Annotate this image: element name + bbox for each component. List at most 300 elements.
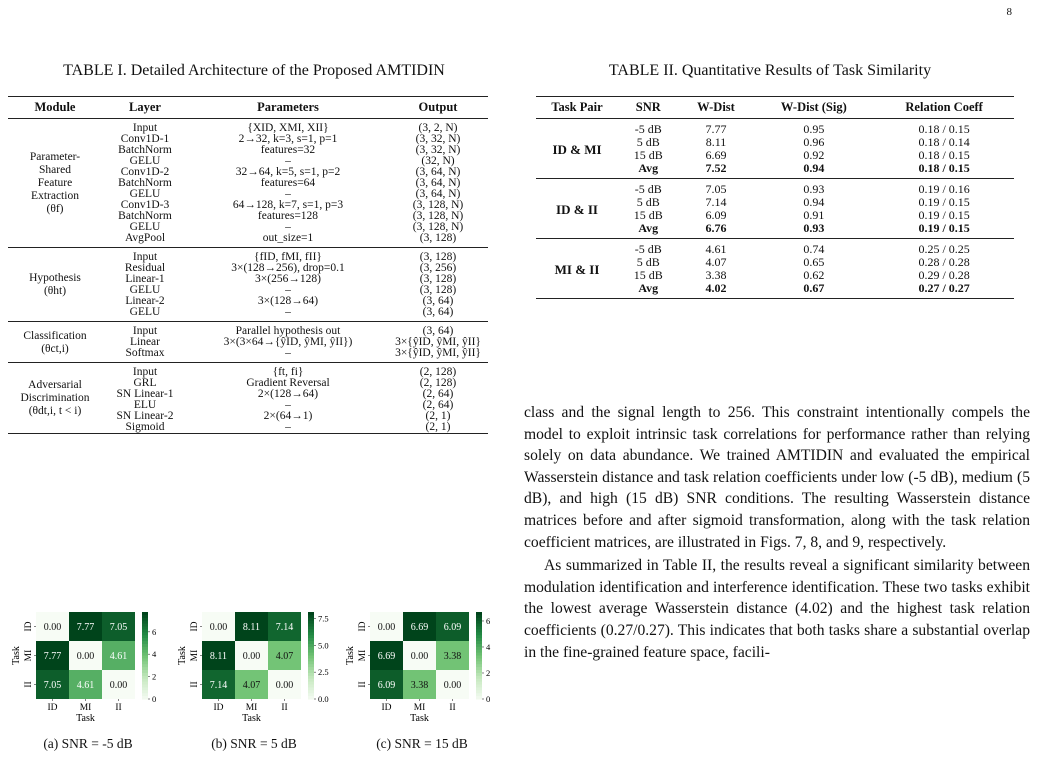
table1-output-cell: (3, 64, N) [415,188,461,200]
table1-parameters-cell: – [188,307,388,322]
body-paragraph-1: class and the signal length to 256. This constraint intentionally compels the model to exploit intrinsic task correlations for performance rather than relying solely on data abundance. We trained AMTIDIN and evaluated the empirical Wasserstein distance and task relation coefficients under low (-5 dB), medium (5 dB), and high (15 dB) SNR conditions. The resulting Wasserstein distance matrices before and after sigmoid transformation, along with the task relation coefficient matrices, are illustrated in Figs. 7, 8, and 9, respectively. [524,404,1030,551]
table1-layer-cell: Input [132,251,158,263]
table2-wdist-cell: 7.05 [705,182,727,196]
table1-layer-cell: GELU [129,221,161,233]
colorbar-segment [308,687,314,690]
table2-relation-coeff-cell: 0.19 / 0.15 [874,222,1014,239]
table1-output-cell: (3, 64) [422,325,454,337]
colorbar-segment [142,653,148,656]
colorbar-tick-label: 5.0 [318,640,329,651]
colorbar-segment [142,690,148,693]
table1-parameters-cell: 2×(64→1) [263,410,313,422]
colorbar-segment [142,658,148,661]
table2-wdist-sig-cell: 0.62 [803,268,825,282]
table2-relation-coeff-cell: 0.19 / 0.15 [918,208,970,222]
colorbar-tick-label: 6 [486,615,491,626]
colorbar-segment [476,661,482,664]
table1-layer-cell: GELU [129,284,161,296]
colorbar-segment [308,647,314,650]
table2-relation-coeff-cell: 0.28 / 0.28 [918,255,970,269]
table1-output-cell: (3, 128) [388,233,488,248]
table2-task-pair-cell: ID & II [536,179,618,239]
table1-output-cell: (2, 1) [388,422,488,434]
table1-layer-cell: Conv1D-2 [120,166,170,178]
table2-snr-cell: 15 dB [633,268,663,282]
table1-layer-cell: SN Linear-1 [116,388,174,400]
heatmap-x-tick-label: ID [213,703,224,713]
heatmap-cell-label: 6.09 [443,622,462,633]
table1-parameters-cell: {XID, XMI, XII} [247,122,329,134]
colorbar-segment [308,690,314,693]
table1-parameters-cell: 2×(128→64) [257,388,319,400]
table1-module-line: (θf) [46,203,64,215]
colorbar-segment [476,658,482,661]
table1-layer-cell: Sigmoid [102,422,188,434]
heatmap-x-axis-label: Task [242,713,261,724]
colorbar-segment [142,627,148,630]
table1-layer-cell: Linear-2 [125,295,165,307]
table1-layer-cell: GELU [129,155,161,167]
table2-wdist-sig-cell: 0.65 [803,255,825,269]
table2-caption: TABLE II. Quantitative Results of Task Similarity [608,62,932,79]
table2-wdist-sig-cell: 0.96 [803,135,825,149]
heatmap-svg [340,598,500,728]
heatmap-x-tick-label: ID [47,703,58,713]
table2-header-task-pair: Task Pair [536,97,618,119]
table1-parameters-cell: features=128 [257,210,319,222]
table2-wdist-cell: 8.11 [705,135,727,149]
table1-parameters-cell: – [285,284,291,296]
colorbar-segment [476,641,482,644]
heatmap-x-tick-label: ID [381,703,392,713]
heatmap-y-tick-label: MI [24,649,34,662]
table1-output-cell: (2, 64) [422,388,454,400]
table1-parameters-cell: 3×(128→64) [257,295,319,307]
colorbar-segment [308,615,314,618]
table1-layer-cell: Linear [129,336,160,348]
colorbar-segment [308,627,314,630]
table1-module-cell [8,322,102,363]
table1-output-cell: (3, 64, N) [415,177,461,189]
table2-snr-cell: Avg [618,282,679,299]
colorbar-tick-label: 2.5 [318,667,329,678]
table1-output-cell: (3, 128) [419,251,457,263]
heatmap-x-tick-label: II [449,703,456,713]
table1-row [8,363,488,379]
table1-output-cell: (2, 128) [419,377,457,389]
table1-output-cell: (3, 32, N) [415,144,461,156]
colorbar-segment [142,638,148,641]
heatmap-cell-label: 0.00 [443,680,462,691]
table1-parameters-cell: {ft, fi} [272,366,304,378]
table1-parameters-cell: 3×(3×64→{ŷID, ŷMI, ŷII}) [223,336,353,348]
table1-layer-cell: Input [132,325,158,337]
colorbar-segment [142,618,148,621]
table2-snr-cell: 5 dB [636,255,660,269]
colorbar-segment [476,690,482,693]
table1-layer-cell: AvgPool [102,233,188,248]
table2-wdist-cell: 6.76 [679,222,754,239]
table1-header-output: Output [388,97,488,119]
colorbar-segment [142,641,148,644]
colorbar-segment [476,638,482,641]
table1-grid [8,96,488,434]
heatmap-y-tick-label: MI [190,649,200,662]
colorbar-segment [476,621,482,624]
table1-output-cell: (3, 128) [419,284,457,296]
heatmap-cell-label: 0.00 [43,622,62,633]
table1-output-cell: (2, 1) [425,410,451,422]
colorbar-segment [142,621,148,624]
colorbar-segment [476,667,482,670]
colorbar-tick-label: 7.5 [318,613,329,624]
heatmap-figure-a [6,598,166,758]
colorbar-segment [308,664,314,667]
table2-wdist-sig-cell: 0.91 [803,208,825,222]
table1-parameters-cell: 32→64, k=5, s=1, p=2 [235,166,341,178]
table2-snr-cell: Avg [618,222,679,239]
table1-module-line: Hypothesis [29,272,81,284]
table2-relation-coeff-cell: 0.18 / 0.15 [918,122,970,136]
colorbar-segment [308,682,314,685]
heatmap-cell-label: 7.77 [76,622,95,633]
heatmap-cell-label: 4.07 [275,651,294,662]
colorbar-segment [142,661,148,664]
table1-module-line: Feature [37,177,73,189]
colorbar-segment [142,682,148,685]
table1-header-module: Module [8,97,102,119]
table1-layer-cell: Linear-1 [125,273,165,285]
heatmap-cell-label: 8.11 [242,622,261,633]
colorbar-segment [476,664,482,667]
heatmap-cell-label: 7.05 [109,622,128,633]
colorbar-tick-label: 4 [486,641,491,652]
table2-task-pair-cell: MI & II [536,239,618,299]
heatmap-figure-c [340,598,500,758]
colorbar-segment [142,650,148,653]
table1-parameters-cell: – [285,188,291,200]
heatmap-caption-b: (b) SNR = 5 dB [211,736,297,751]
heatmap-cell-label: 6.69 [377,651,396,662]
table1-output-cell: (32, N) [421,155,455,167]
table2-header-wdist-sig: W-Dist (Sig) [753,97,874,119]
colorbar-segment [476,673,482,676]
table1-module-cell [8,119,102,248]
colorbar-segment [142,629,148,632]
heatmap-cell-label: 3.38 [410,680,429,691]
colorbar-segment [142,687,148,690]
table1-parameters-cell: – [188,422,388,434]
heatmap-y-axis-label: Task [11,646,22,665]
colorbar-segment [142,612,148,615]
table1-layer-cell: Conv1D-3 [120,199,170,211]
table1-module-line: Extraction [31,190,79,202]
heatmap-y-tick-label: II [24,681,34,688]
colorbar-segment [142,679,148,682]
heatmap-y-tick-label: II [358,681,368,688]
table1-output-cell: (3, 64) [422,295,454,307]
table1-layer-cell: Conv1D-1 [120,133,170,145]
colorbar-segment [476,612,482,615]
table1-layer-cell: Input [132,366,158,378]
table2-wdist-sig-cell: 0.94 [803,195,825,209]
table1-output-cell: 3×{ŷID, ŷMI, ŷII} [395,336,481,348]
table1-output-cell: (2, 64) [422,399,454,411]
colorbar-segment [308,696,314,699]
colorbar-segment [476,682,482,685]
table2-wdist-cell: 4.07 [705,255,727,269]
colorbar-segment [308,644,314,647]
table1-module-line: (θct,i) [41,342,69,355]
table1-layer-cell: ELU [133,399,157,411]
heatmap-cell-label: 7.05 [43,680,62,691]
table1-parameters-cell: features=32 [260,144,316,156]
table1-header-row [8,97,488,119]
table1-row [8,119,488,135]
heatmap-y-tick-label: ID [24,621,34,632]
table1-parameters-cell: 3×(128→256), drop=0.1 [231,262,345,274]
colorbar-segment [308,653,314,656]
colorbar-segment [476,650,482,653]
heatmap-svg [6,598,166,728]
table1-header-parameters: Parameters [188,97,388,119]
heatmap-cell-label: 4.61 [76,680,95,691]
colorbar-segment [308,650,314,653]
table1-layer-cell: Residual [124,262,166,274]
heatmap-x-tick-label: MI [79,703,92,713]
colorbar-segment [476,632,482,635]
table1-output-cell: (3, 64, N) [415,166,461,178]
heatmap-cell-label: 4.07 [242,680,261,691]
colorbar-segment [308,693,314,696]
table1-layer-cell: GELU [129,188,161,200]
table2-task-pair-cell: ID & MI [536,119,618,179]
table1-layer-cell: Input [132,122,158,134]
table1-parameters-cell: – [285,155,291,167]
colorbar-segment [476,624,482,627]
heatmap-y-tick-label: II [190,681,200,688]
colorbar-segment [142,635,148,638]
heatmap-x-tick-label: MI [413,703,426,713]
table2-header-row [536,97,1014,119]
colorbar-segment [308,656,314,659]
table1-module-line: (θht) [43,285,67,297]
table2-wdist-cell: 7.77 [705,122,727,136]
table1-parameters-cell: 2→32, k=3, s=1, p=1 [238,133,338,145]
page-number: 8 [1006,6,1012,18]
table1-output-cell: (3, 64) [388,307,488,322]
colorbar-segment [476,644,482,647]
table2-row [536,179,1014,197]
colorbar-segment [142,693,148,696]
heatmap-cell-label: 0.00 [275,680,294,691]
table1-output-cell: (2, 128) [419,366,457,378]
colorbar-segment [142,673,148,676]
table1-layer-cell: BatchNorm [118,144,172,156]
table1-module-line: Parameter- [29,151,81,163]
colorbar-segment [476,670,482,673]
table2-snr-cell: -5 dB [634,182,662,196]
heatmap-cell-label: 7.14 [275,622,294,633]
table2-relation-coeff-cell: 0.25 / 0.25 [918,242,970,256]
table1-module-line: Classification [23,329,87,342]
colorbar-segment [142,615,148,618]
table1-body [8,119,488,434]
colorbar-tick-label: 0 [152,694,157,704]
heatmap-x-tick-label: II [281,703,288,713]
table2-wdist-sig-cell: 0.74 [803,242,825,256]
table1-header-layer: Layer [102,97,188,119]
table2-wdist-sig-cell: 0.93 [753,222,874,239]
table1-module-line: (θdt,i, t < i) [28,405,82,417]
heatmap-cell-label: 0.00 [76,651,95,662]
colorbar-tick-label: 2 [486,667,491,678]
table1-output-cell: (3, 128, N) [412,221,464,233]
table2-wdist-sig-cell: 0.67 [753,282,874,299]
colorbar-segment [308,676,314,679]
table2-relation-coeff-cell: 0.19 / 0.15 [918,195,970,209]
heatmap-cell-label: 0.00 [377,622,396,633]
heatmap-cell-label: 3.38 [443,651,462,662]
table2-relation-coeff-cell: 0.18 / 0.14 [918,135,970,149]
colorbar-tick-label: 0.0 [318,694,329,704]
table1-parameters-cell: {fID, fMI, fII} [254,251,322,263]
colorbar-segment [476,618,482,621]
table2-relation-coeff-cell: 0.19 / 0.16 [918,182,970,196]
table2-header-wdist: W-Dist [679,97,754,119]
heatmap-cell-label: 8.11 [209,651,228,662]
heatmap-x-axis-label: Task [410,713,429,724]
table2-snr-cell: 15 dB [633,148,663,162]
table1-layer-cell: BatchNorm [118,210,172,222]
colorbar-segment [308,658,314,661]
colorbar-segment [476,679,482,682]
table1-parameters-cell: 64→128, k=7, s=1, p=3 [232,199,344,211]
colorbar-segment [142,696,148,699]
table1-caption: TABLE I. Detailed Architecture of the Proposed AMTIDIN [63,62,445,79]
table2-wdist-sig-cell: 0.92 [803,148,825,162]
colorbar-segment [308,670,314,673]
body-paragraph-2: As summarized in Table II, the results reveal a significant similarity between modulation identification and interference identification. These two tasks exhibit the lowest average Wasserstein distance (4.02) and the highest task relation coefficients (0.27/0.27). This indicates that both tasks share a substantial overlap in the fine-grained feature space, facili- [524,557,1030,661]
table1-output-cell: (3, 32, N) [415,133,461,145]
heatmap-y-axis-label: Task [177,646,188,665]
table2-snr-cell: 5 dB [636,135,660,149]
colorbar-segment [476,676,482,679]
colorbar-segment [308,635,314,638]
table2-wdist-cell: 6.09 [705,208,727,222]
heatmap-y-tick-label: ID [358,621,368,632]
colorbar-segment [308,638,314,641]
table1-layer-cell: GRL [133,377,157,389]
table2-relation-coeff-cell: 0.29 / 0.28 [918,268,970,282]
table1-parameters-cell: Parallel hypothesis out [235,325,341,337]
colorbar-segment [476,696,482,699]
colorbar-segment [308,621,314,624]
table2-wdist-sig-cell: 0.94 [753,162,874,179]
table1-parameters-cell: 3×(256→128) [255,273,321,285]
table2-snr-cell: 15 dB [633,208,663,222]
colorbar-segment [476,693,482,696]
heatmap-caption-c: (c) SNR = 15 dB [376,736,468,751]
colorbar-segment [308,641,314,644]
colorbar-tick-label: 0 [486,694,491,704]
table2-body [536,119,1014,299]
table2-relation-coeff-cell: 0.27 / 0.27 [874,282,1014,299]
heatmap-cell-label: 6.69 [410,622,429,633]
table1-module-line: Shared [39,164,71,176]
table2-wdist-sig-cell: 0.93 [803,182,825,196]
colorbar-segment [142,664,148,667]
colorbar-segment [476,615,482,618]
body-text [524,402,1030,663]
colorbar-segment [142,647,148,650]
table2-row [536,239,1014,257]
table1-output-cell: (3, 256) [419,262,457,274]
table1-layer-cell: GELU [102,307,188,322]
colorbar-segment [476,685,482,688]
colorbar-segment [308,632,314,635]
table1-layer-cell: BatchNorm [118,177,172,189]
heatmap-y-tick-label: ID [190,621,200,632]
colorbar-tick-label: 6 [152,626,157,637]
table1-parameters-cell: Gradient Reversal [246,377,330,389]
table1-layer-cell: SN Linear-2 [116,410,174,422]
heatmap-cell-label: 0.00 [109,680,128,691]
colorbar-segment [476,656,482,659]
table1-output-cell: (3, 128) [419,273,457,285]
table2-wdist-cell: 7.14 [705,195,727,209]
colorbar-segment [308,685,314,688]
heatmap-y-axis-label: Task [345,646,356,665]
colorbar-segment [476,627,482,630]
table1-module-cell [8,248,102,322]
heatmap-cell-label: 4.61 [109,651,128,662]
colorbar-segment [308,618,314,621]
table2-grid [536,96,1014,299]
colorbar-segment [142,676,148,679]
colorbar-segment [308,667,314,670]
colorbar-segment [476,647,482,650]
heatmap-cell-label: 7.77 [43,651,62,662]
table2-snr-cell: 5 dB [636,195,660,209]
colorbar-tick-label: 2 [152,671,157,682]
heatmap-cell-label: 7.14 [209,680,228,691]
colorbar-segment [308,673,314,676]
table2-wdist-sig-cell: 0.95 [803,122,825,136]
table1-row [8,248,488,264]
colorbar-segment [142,644,148,647]
table1-parameters-cell: – [285,399,291,411]
heatmap-cell-label: 0.00 [242,651,261,662]
heatmap-figure-b [172,598,332,758]
table2-wdist-cell: 4.02 [679,282,754,299]
colorbar-segment [476,629,482,632]
colorbar-segment [142,656,148,659]
table2-header-snr: SNR [618,97,679,119]
colorbar-segment [308,612,314,615]
heatmap-cell-label: 0.00 [209,622,228,633]
table1-parameters-cell: – [188,348,388,363]
table2-snr-cell: -5 dB [634,242,662,256]
table1 [8,96,488,434]
table2-snr-cell: -5 dB [634,122,662,136]
heatmap-y-tick-label: MI [358,649,368,662]
table1-layer-cell: Softmax [102,348,188,363]
table1-module-line: Adversarial [28,379,82,391]
colorbar-segment [308,679,314,682]
table2-row [536,119,1014,137]
table1-output-cell: (3, 2, N) [418,122,458,134]
